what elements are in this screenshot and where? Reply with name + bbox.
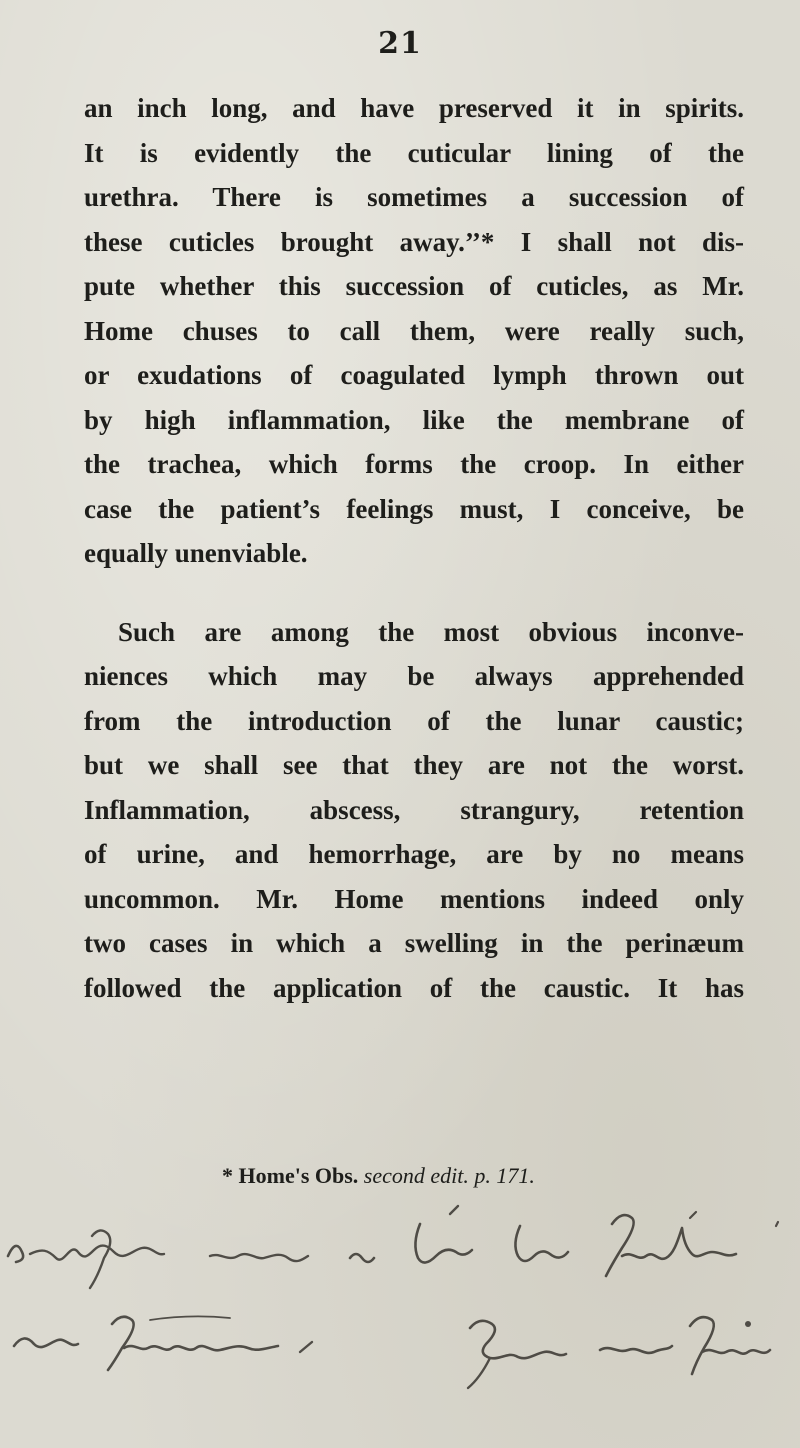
ink-stroke bbox=[468, 1358, 490, 1388]
paragraph-2 bbox=[84, 610, 744, 1011]
ink-stroke bbox=[8, 1246, 23, 1262]
text-line: two cases in which a swelling in the perinæum bbox=[84, 928, 744, 958]
ink-stroke bbox=[702, 1350, 770, 1354]
ink-stroke bbox=[14, 1338, 78, 1347]
ink-stroke bbox=[470, 1321, 566, 1359]
text-line: Such are among the most obvious inconve- bbox=[118, 616, 744, 647]
ink-stroke bbox=[150, 1316, 230, 1320]
text-line: Inflammation, abscess, strangury, retention bbox=[84, 794, 744, 825]
text-line: case the patient’s feelings must, I conceive, be bbox=[84, 493, 744, 524]
footnote-edition: second edit. p. 171. bbox=[363, 1163, 535, 1188]
text-line: by high inflammation, like the membrane of bbox=[84, 404, 744, 435]
ink-stroke bbox=[450, 1206, 458, 1214]
text-line: urethra. There is sometimes a succession of bbox=[84, 182, 744, 212]
paragraph-1 bbox=[84, 86, 744, 576]
text-line: an inch long, and have preserved it in spirits. bbox=[84, 93, 744, 123]
text-line: these cuticles brought away.’’* I shall not dis- bbox=[84, 226, 744, 257]
text-line: It is evidently the cuticular lining of the bbox=[84, 137, 744, 168]
text-line: of urine, and hemorrhage, are by no means bbox=[84, 839, 744, 869]
ink-stroke bbox=[108, 1317, 134, 1370]
text-line: equally unenviable. bbox=[84, 538, 308, 568]
ink-stroke bbox=[600, 1346, 672, 1353]
ink-stroke bbox=[606, 1215, 634, 1276]
ink-stroke bbox=[690, 1212, 696, 1218]
ink-stroke bbox=[300, 1342, 312, 1352]
ink-stroke bbox=[776, 1222, 778, 1226]
text-line: the trachea, which forms the croop. In either bbox=[84, 449, 744, 479]
ink-stroke bbox=[30, 1246, 164, 1260]
page-number: 21 bbox=[378, 26, 422, 61]
text-line: Home chuses to call them, were really such, bbox=[84, 315, 744, 346]
ink-stroke bbox=[515, 1226, 568, 1261]
text-line: or exudations of coagulated lymph thrown out bbox=[84, 360, 744, 390]
ink-stroke bbox=[415, 1224, 472, 1263]
footnote-source: Home's Obs. bbox=[238, 1163, 359, 1188]
ink-stroke bbox=[622, 1228, 736, 1259]
paragraph-gap bbox=[84, 576, 744, 610]
text-line: but we shall see that they are not the worst. bbox=[84, 750, 744, 780]
ink-stroke bbox=[350, 1254, 374, 1262]
footnote-marker: * bbox=[222, 1163, 233, 1188]
ink-stroke bbox=[210, 1254, 308, 1261]
ink-dot bbox=[745, 1321, 751, 1327]
ink-stroke bbox=[90, 1230, 110, 1288]
ink-stroke bbox=[124, 1346, 278, 1350]
ink-stroke bbox=[690, 1317, 714, 1374]
body-text bbox=[84, 86, 744, 1010]
footnote bbox=[222, 1163, 535, 1189]
text-line: niences which may be always apprehended bbox=[84, 661, 744, 691]
text-line: from the introduction of the lunar caustic; bbox=[84, 705, 744, 736]
handwritten-note bbox=[0, 1196, 800, 1426]
handwriting-drawing bbox=[0, 1196, 800, 1426]
text-line: pute whether this succession of cuticles, as Mr. bbox=[84, 271, 744, 301]
text-line: uncommon. Mr. Home mentions indeed only bbox=[84, 883, 744, 914]
text-line: followed the application of the caustic. It has bbox=[84, 972, 744, 1003]
